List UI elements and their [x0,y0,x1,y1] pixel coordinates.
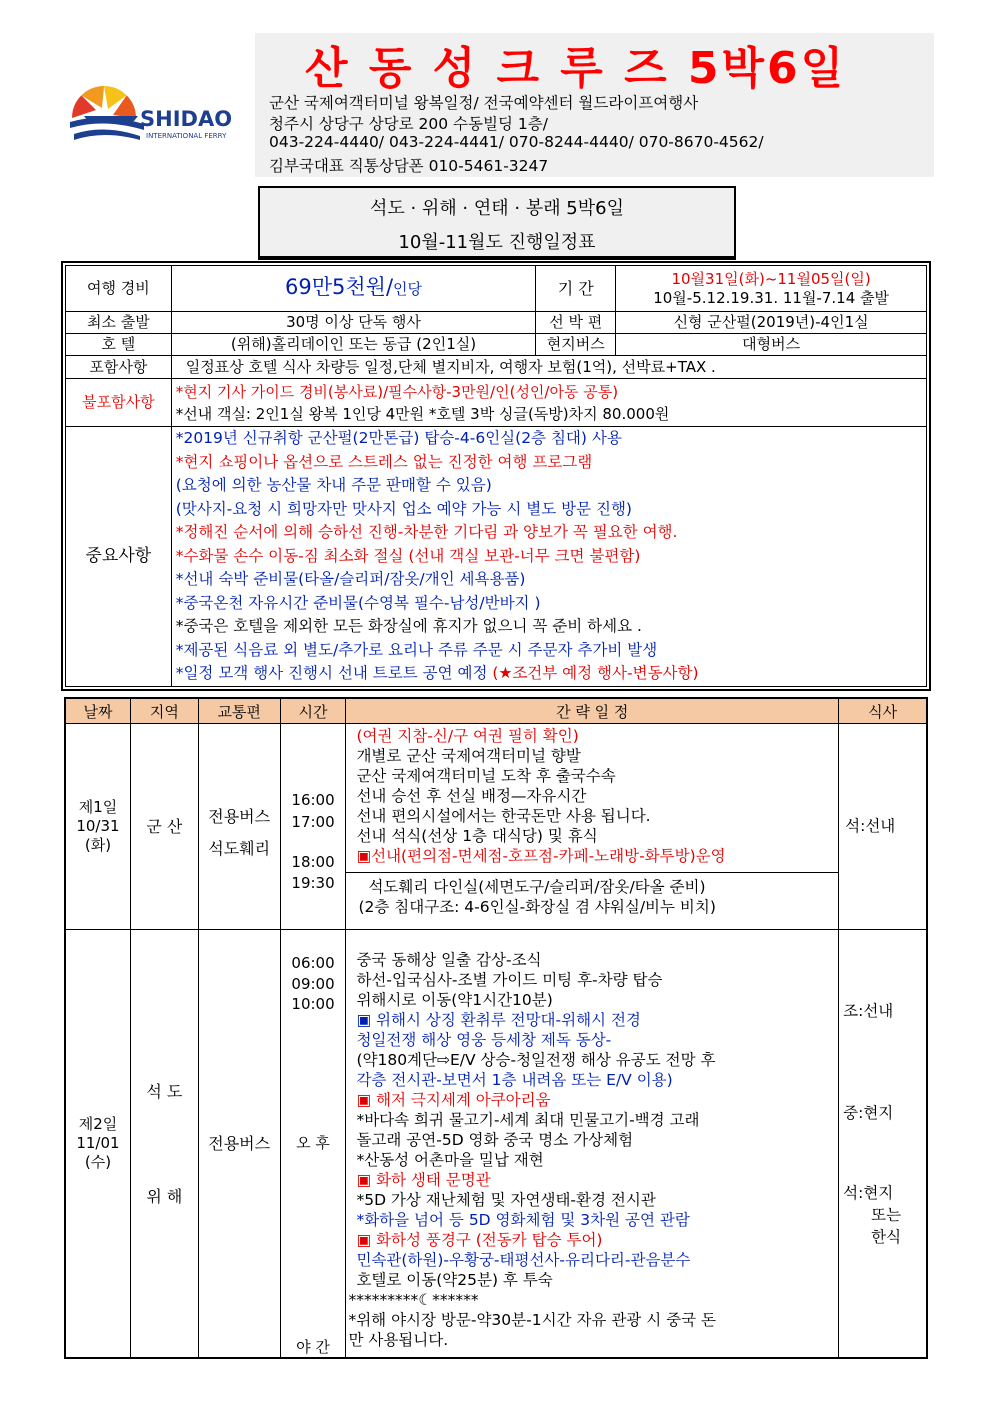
col-meal: 식사 [839,699,927,724]
itinerary-line: 호텔로 이동(약25분) 후 투숙 [356,1271,553,1289]
itinerary-line: 선내 편의시설에서는 한국돈만 사용 됩니다. [356,807,651,825]
day1-date [66,724,131,930]
itinerary-line: 민속관(하원)-우황궁-태평선사-유리다리-관음분수 [356,1251,691,1269]
itinerary-line: *화하을 넘어 등 5D 영화체험 및 3차원 공연 관람 [356,1211,690,1229]
excluded-line-1: *현지 기사 가이드 경비(봉사료)/필수사항-3만원/인(성인/아동 공통) [175,382,619,401]
time: 야 간 [296,1338,330,1356]
itinerary-line: *바다속 희귀 물고기-세계 최대 민물고기-백경 고래 [356,1111,700,1129]
note-line: *2019년 신규취항 군산펄(2만톤급) 탑승-4-6인실(2층 침대) 사용 [175,429,622,448]
note-line-last [176,662,926,686]
page-title: 산 동 성 크 루 즈 5박6일 [305,43,847,94]
logo-text: SHIDAO [140,107,233,131]
meal-dinner-korean: 한식 [871,1228,902,1246]
day2-transport: 전용버스 [198,930,280,1358]
itinerary-line: 만 사용됩니다. [348,1331,449,1349]
meal-breakfast: 조:선내 [843,1002,894,1020]
header-line-4: 김부국대표 직통상담폰 010-5461-3247 [269,157,549,175]
day2-times [280,930,346,1358]
itinerary-line: 개별로 군산 국제여객터미널 향발 [356,747,581,765]
cost-unit: 인당 [393,280,422,298]
itinerary-line: *********☾****** [348,1291,479,1309]
day1-transport [198,724,280,930]
period-departures: 10월-5.12.19.31. 11월-7.14 출발 [653,288,889,307]
period-cell [616,266,927,312]
day2-date-label: 제2일 [78,1115,118,1133]
min-value: 30명 이상 단독 행사 [171,312,536,334]
meal-dinner-or: 또는 [871,1206,902,1224]
note-line: *제공된 식음료 외 별도/추가로 요리나 주류 주문 시 주문자 추가비 발생 [175,640,658,659]
day2-region [130,930,198,1358]
hotel-value: (위해)홀리데이인 또는 동급 (2인1실) [171,334,536,356]
notes-label: 중요사항 [66,427,172,687]
itinerary-line: *위해 야시장 방문-약30분-1시간 자유 관광 시 중국 돈 [348,1311,716,1329]
time: 오 후 [296,1134,330,1152]
itinerary-line: ▣ 화하성 풍경구 (전동카 탑승 투어) [356,1231,603,1249]
day1-times [280,724,346,930]
itinerary-line: (약180계단⇨E/V 상승-청일전쟁 해상 유공도 전망 후 [356,1051,716,1069]
ship-value: 신형 군산펄(2019년)-4인1실 [616,312,927,334]
note-last-main: *일정 모객 행사 진행시 선내 트로트 공연 예정 [175,664,493,683]
itinerary-line: (여권 지참-신/구 여권 필히 확인) [356,727,579,745]
col-region: 지역 [130,699,198,724]
day2-weekday: (수) [84,1153,112,1171]
itinerary-line: 청일전쟁 해상 영웅 등세창 제독 동상- [356,1031,612,1049]
note-line: *현지 쇼핑이나 옵션으로 스트레스 없는 진정한 여행 프로그램 [175,452,593,471]
bus-value: 대형버스 [616,334,927,356]
min-label: 최소 출발 [66,312,172,334]
day1-row [66,724,927,930]
note-line: *중국은 호텔을 제외한 모든 화장실에 휴지가 없으니 꼭 준비 하세요 . [175,617,642,636]
period-dates: 10월31일(화)~11월05일(일) [671,269,871,288]
time: 18:00 [291,853,335,871]
itinerary-line: 선내 석식(선상 1층 대식당) 및 휴식 [356,827,598,845]
day1-date-value: 10/31 [76,817,120,835]
cost-value: 69만5천원/ [285,275,394,299]
included-value: 일정표상 호텔 식사 차량등 일정,단체 별지비자, 여행자 보험(1억), 선박료+TAX . [171,356,926,379]
day1-transport-ferry: 석도훼리 [208,839,271,858]
day1-region: 군 산 [130,724,198,930]
bus-label: 현지버스 [536,334,616,356]
subtitle-schedule: 10월-11월도 진행일정표 [398,232,596,253]
meal-dinner: 석:현지 [843,1184,894,1202]
itinerary-line: ▣ 해저 극지세계 아쿠아리움 [356,1091,551,1109]
shidao-logo [66,56,242,152]
itinerary-line: ▣선내(편의점-면세점-호프점-카페-노래방-화투방)운영 [356,847,726,865]
itinerary-line: *산동성 어촌마을 밀납 재현 [356,1151,544,1169]
day1-cabin-box [346,872,838,919]
note-line: (맛사지-요청 시 희망자만 맛사지 업소 예약 가능 시 별도 방문 진행) [175,499,632,518]
day1-itinerary [346,724,839,930]
day2-date-value: 11/01 [76,1134,120,1152]
cabin-line: (2층 침대구조: 4-6인실-화장실 겸 샤워실/비누 비치) [358,898,716,916]
logo-subtext: INTERNATIONAL FERRY [146,132,227,140]
day2-date [66,930,131,1358]
itinerary-line: 각층 전시관-보면서 1층 내려옴 또는 E/V 이용) [356,1071,673,1089]
note-line: *선내 숙박 준비물(타올/슬리퍼/잠옷/개인 세욕용품) [175,570,526,589]
time: 10:00 [291,995,335,1013]
itinerary-line: 선내 승선 후 선실 배정—자유시간 [356,787,587,805]
day2-row [66,930,927,1358]
included-label: 포함사항 [66,356,172,379]
subtitle-route: 석도 · 위해 · 연태 · 봉래 5박6일 [369,198,624,219]
notes-cell [171,427,926,687]
note-line: (요청에 의한 농산물 차내 주문 판매할 수 있음) [175,476,492,495]
day2-region-1: 석 도 [146,1081,183,1101]
time: 06:00 [291,954,335,972]
day1-date-label: 제1일 [78,798,118,816]
info-table [65,265,927,687]
header-line-2: 청주시 상당구 상당로 200 수동빌딩 1층/ [269,115,548,133]
time: 19:30 [291,874,335,892]
excluded-line-2: *선내 객실: 2인1실 왕복 1인당 4만원 *호텔 3박 싱글(독방)차지 80.000원 [175,404,670,423]
hotel-label: 호 텔 [66,334,172,356]
schedule-table [65,698,927,1358]
col-date: 날짜 [66,699,131,724]
day2-region-2: 위 해 [146,1186,183,1206]
day1-meal: 석:선내 [839,724,927,930]
day2-meals [839,930,927,1358]
itinerary-line: *5D 가상 재난체험 및 자연생태-환경 전시관 [356,1191,656,1209]
cost-label: 여행 경비 [66,266,172,312]
note-line: *수화물 손수 이동-짐 최소화 절실 (선내 객실 보관-너무 크면 불편함) [175,546,641,565]
header-line-3: 043-224-4440/ 043-224-4441/ 070-8244-4440/ 070-8670-4562/ [269,133,764,151]
meal-lunch: 중:현지 [843,1104,894,1122]
day2-itinerary [346,930,839,1358]
itinerary-line: 위해시로 이동(약1시간10분) [356,991,553,1009]
time: 16:00 [291,791,335,809]
itinerary-line: 돌고래 공연-5D 영화 중국 명소 가상체험 [356,1131,634,1149]
time: 09:00 [291,975,335,993]
subtitle-box [258,186,736,260]
cost-cell [171,266,536,312]
col-transport: 교통편 [198,699,280,724]
ship-label: 선 박 편 [536,312,616,334]
itinerary-line: 중국 동해상 일출 감상-조식 [356,951,542,969]
header-line-1: 군산 국제여객터미널 왕복일정/ 전국예약센터 월드라이프여행사 [269,94,699,112]
itinerary-line: 하선-입국심사-조별 가이드 미팅 후-차량 탑승 [356,971,663,989]
itinerary-line: ▣ 화하 생태 문명관 [356,1171,491,1189]
col-itinerary: 간 략 일 정 [346,699,839,724]
day1-weekday: (화) [84,836,112,854]
period-label: 기 간 [536,266,616,312]
col-time: 시간 [280,699,346,724]
note-line: *중국온천 자유시간 준비물(수영복 필수-남성/반바지 ) [175,593,541,612]
time: 17:00 [291,813,335,831]
subtitle-underline [258,256,736,258]
itinerary-line: 군산 국제여객터미널 도착 후 출국수속 [356,767,616,785]
note-line: *정해진 순서에 의해 승하선 진행-차분한 기다림 과 양보가 꼭 필요한 여행. [175,523,678,542]
excluded-cell [171,379,926,427]
note-last-warning: (★조건부 예정 행사-변동사항) [492,664,699,683]
day1-transport-bus: 전용버스 [208,807,271,826]
cabin-line: 석도훼리 다인실(세면도구/슬리퍼/잠옷/타올 준비) [368,878,706,896]
itinerary-line: ▣ 위해시 상징 환취루 전망대-위해시 전경 [356,1011,641,1029]
excluded-label: 불포함사항 [66,379,172,427]
